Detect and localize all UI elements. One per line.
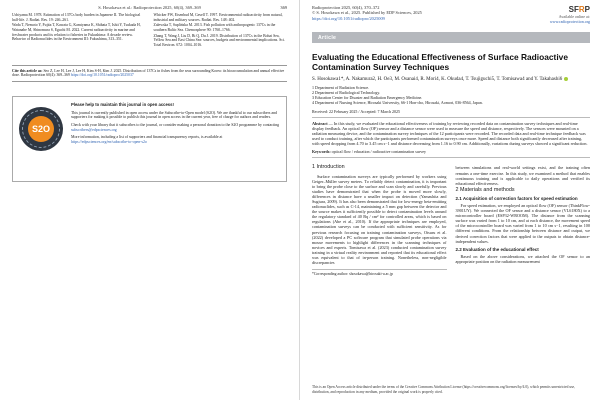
orcid-icon[interactable] [564, 77, 568, 81]
publisher-available-text: Available online at: [558, 14, 590, 19]
reference-item: Zalewska T, Suplińska M. 2013. Fish pollution with anthropogenic 137Cs in the southern Baltic Sea. Chemosphere 90: 1760–1766. [153, 23, 276, 32]
reference-column-2 [154, 13, 288, 49]
section-methods-heading: 2 Materials and methods [455, 186, 515, 193]
corresponding-author: *Corresponding author: shosokawa@hirosaki-u.ac.jp [312, 269, 447, 277]
abstract-label: Abstract [312, 120, 328, 126]
journal-info [312, 5, 422, 21]
cite-this-article [12, 65, 287, 82]
subsection-2-2-paragraph: Based on the above considerations, we attached the OF sensor to an appropriate position on the radiation measurement [455, 253, 590, 264]
affiliation-item: 4 Department of Nursing Science, Hirosaki University, 66-1 Hon-cho, Hirosaki, Aomori, 036-8564, Japan. [312, 100, 483, 106]
subscribers-email-link[interactable]: subscribers@edpsciences.org [71, 127, 117, 132]
article-type-label: Article [318, 34, 337, 41]
open-box-text [71, 103, 280, 175]
journal-logo-icon: SFRP [568, 5, 590, 14]
open-box-p2-text: Check with your library that it subscribes to the journal, or consider making a personal donation to the S2O programme by contacting [71, 123, 280, 128]
badge-core: S2O [28, 116, 54, 142]
body-columns [312, 165, 590, 277]
subsection-2-1-heading: 2.1 Acquisition of correction factors for speed estimation [455, 195, 578, 201]
right-header [312, 5, 590, 24]
affiliations [312, 86, 590, 106]
reference-list [12, 13, 287, 49]
open-box-paragraph-3 [71, 135, 280, 144]
section-introduction-heading: 1 Introduction [312, 164, 345, 171]
reference-item: Uchiyama M. 1978. Estimation of 137Cs body burden in Japanese II. The biological half-life. J. Radiat. Res. 19: 246–261. [12, 13, 141, 22]
reference-item: Wada T, Nemoto Y, Fujita T, Kawata G, Kamiyama K, Shibata T, Ishii Y, Tsukada H, Watanabe M, Shinomura S, Eguchi M. 2022. Current radioactivity in marine and freshwater products and its relation to fisheries in Fukushima: A decade review. Behavior of Radionuclides in the Environment III: Fukushima, 313–351. [12, 23, 141, 42]
copyright-line: © S. Hosokawa et al., 2025. Published by EDP Sciences, 2025 [312, 10, 422, 16]
open-box-heading: Please help to maintain this journal in open access! [71, 101, 174, 107]
open-box-paragraph-2 [71, 123, 280, 132]
subsection-2-2-heading: 2.2 Evaluation of the educational effect [455, 246, 539, 252]
reference-column-1 [12, 13, 146, 49]
affiliation-item: 3 Education Center for Disaster and Radiation Emergency Medicine. [312, 95, 423, 101]
abstract [312, 121, 590, 146]
publisher-url-link[interactable]: www.radioprotection.org [549, 19, 590, 24]
article-doi-link[interactable]: https://doi.org/10.1051/radiopro/2025009 [312, 15, 385, 21]
subscribe-to-open-box [12, 96, 287, 182]
body-column-2 [456, 165, 591, 277]
keywords-label: Keywords: [312, 149, 331, 155]
right-page [300, 0, 600, 400]
publisher-block [550, 5, 590, 24]
affiliation-item: 2 Department of Radiological Technology. [312, 90, 381, 96]
abstract-text: — In this study, we evaluated the educational effectiveness of training by reviewing recorded data on contamination survey techniques and real-time display feedback. An optical flow (OF) sensor and a distance sensor were used to measure the speed and distance, respectively. The sensors were mounted on a radiation measuring device, and the contamination survey techniques of the 12 participants were recorded. The recorded data and real-time technique feedback was used to conduct training, after which the participants performed contamination surveys once more. Speed and distance both significantly decreased after training, with speed dropping from 4.70 to 3.45 cm s−1 and distance decreasing from 1.16 to 0.90 cm. Additionally, variations during surveys showed a significant reduction. [312, 120, 588, 147]
author-list [312, 77, 590, 83]
cite-doi-link[interactable]: https://doi.org/10.1051/radiopro/2025037 [70, 73, 134, 78]
introduction-paragraph: Surface contamination surveys are typically performed by workers using Geiger–Müller survey meters. To reliably detect contamination, it is important to bring the probe close to the surface and scan slowly and carefully. Previous studies have demonstrated that when the probe is moved more slowly, differences in distance have a smaller impact on detection (Yamashita and Sugiura, 2009). It has also been demonstrated that for low-energy beta-emitting radionuclides, such as C-14, maintaining a 5 mm gap between the detector and the source makes it sufficiently possible to detect contamination levels around the regulatory standard of 40 Bq / cm² for controlled areas, which is based on regulations (Abe et al., 2010). If the appropriate techniques are employed, contamination surveys can be conducted with sufficient sensitivity. As for previous research focusing on training contamination surveys, Otsuru et al. (2022) developed a PC software program that simulated probe operations via mouse movements to highlight differences in the scanning techniques of novices and experts. Tomisawa et al. (2023) conducted contamination survey training in a virtual reality environment and reported that its educational effect was equivalent to that of in-person training. Nonetheless, non-negligible discrepancies [312, 173, 447, 266]
reference-item: Whicker FW, Eisenbud M, Gesell T. 1997. Environmental radioactivity from natural, industrial and military sources. Radiat. Res. 148: 402. [153, 13, 283, 22]
reference-item: Zhang T, Wang J, Liu D, Bi Q, Du J. 2019. Distribution of 137Cs in the Bohai Sea, Yellow Sea and East China Sea: sources, budgets and environmental implications. Sci. Total Environ. 672: 1004–1016. [153, 33, 285, 47]
left-page-number: 369 [280, 5, 287, 10]
body-column-1 [312, 165, 447, 277]
open-box-p3-text: More information, including a list of supporters and financial transparency reports, is available at [71, 135, 223, 140]
cite-text: Seo Z, Lee H, Lee J, Lee H, Kim S-H, Kim J. 2025. Distribution of 137Cs in fishes from the seas surrounding Korea: its bioaccumulation and annual effective dose. Radioprotection 60(4): 369–369 [12, 68, 285, 78]
badge-ring [22, 110, 60, 148]
s2o-badge-icon [19, 107, 63, 151]
received-accepted-dates: Received: 22 February 2025 / Accepted: 7 March 2025 [312, 109, 590, 118]
keywords [312, 149, 590, 158]
journal-line: Radioprotection 2025, 60(4), 370–372 [312, 5, 380, 10]
s2o-info-link[interactable]: https://edpsciences.org/en/subscribe-to-open-s2o [71, 140, 147, 145]
subsection-2-1-paragraph: For speed estimation, we employed an optical flow (OF) sensor (ThinkFlow-3901UY). We connected the OF sensor and a distance sensor (VL6180X) to a microcontroller board (ESP32-WROOM). The distance from the scanning surface was varied from 1 to 10 cm, and at each distance, the movement speed of the microcontroller board was varied from 1 to 10 cm s−1, resulting in 100 different conditions. From the relationship between distance and output, we derived correction factors that were applied to the outputs to obtain distance-independent values. [455, 202, 590, 244]
left-running-head: S. Hosokawa et al.: Radioprotection 2025, 60(4), 369–369 [98, 5, 201, 10]
article-type-bar [312, 32, 590, 43]
keywords-text: optical flow / education / radioactive contamination survey [331, 149, 426, 155]
open-box-paragraph-1: This journal is currently published in open access under the Subscribe-to-Open model (S2O). We are thankful to our subscribers and supporters for making it possible to publish this journal in open access in the current year, free of charge for authors and readers. [71, 110, 277, 120]
cite-label: Cite this article as: [12, 68, 43, 73]
affiliation-item: 1 Department of Radiation Science. [312, 85, 370, 91]
license-footer: This is an Open Access article distributed under the terms of the Creative Commons Attribution License (https://creativecommons.org/licenses/by/4.0), which permits unrestricted use, distribution, and reproduction in any medium, provided the original work is properly cited. [312, 385, 576, 394]
author-names: S. Hosokawa1*, A. Nakamura2, H. Oe3, M. Osanai4, R. Mori4, K. Okuda4, T. Tsujiguchi5, T. Tomisawa4 and Y. Takahashi6 [312, 77, 563, 83]
article-title: Evaluating the Educational Effectiveness of Surface Radioactive Contamination Survey Techniques [312, 52, 568, 72]
column-2-intro: between simulations and real-world settings exist, and the training often remains a one-time exercise. In this study, we examined a method that enables continuous training and is applicable to daily operations and verified its educational effectiveness. [455, 165, 590, 186]
